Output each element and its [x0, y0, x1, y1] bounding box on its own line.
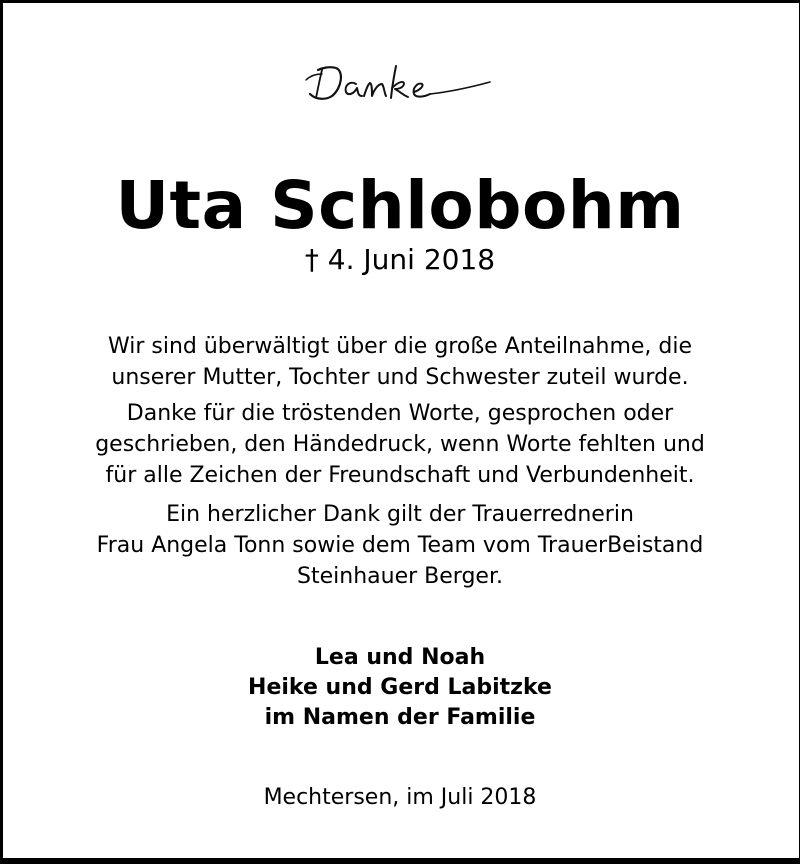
death-date: † 4. Juni 2018: [304, 243, 496, 276]
danke-handwriting-icon: [300, 58, 500, 108]
signature-line: im Namen der Familie: [264, 705, 536, 730]
paragraph-line: für alle Zeichen der Freundschaft und Verbundenheit.: [105, 463, 695, 488]
paragraph-line: Wir sind überwältigt über die große Anteilnahme, die: [107, 334, 693, 359]
paragraph-line: geschrieben, den Händedruck, wenn Worte fehlten und: [95, 432, 705, 457]
family-signatures: [0, 643, 800, 733]
paragraph-line: Danke für die tröstenden Worte, gesprochen oder: [126, 401, 674, 426]
thanks-paragraph-3: [0, 499, 800, 592]
danke-script-heading: [0, 58, 800, 108]
paragraph-line: Ein herzlicher Dank gilt der Trauerrednerin: [166, 502, 634, 527]
place-and-date: Mechtersen, im Juli 2018: [263, 785, 537, 810]
paragraph-line: Frau Angela Tonn sowie dem Team vom TrauerBeistand: [96, 533, 704, 558]
thanks-paragraph-2: [0, 398, 800, 491]
paragraph-line: unserer Mutter, Tochter und Schwester zuteil wurde.: [111, 365, 689, 390]
thanks-paragraph-1: [0, 331, 800, 393]
paragraph-line: Steinhauer Berger.: [297, 564, 503, 589]
deceased-name: Uta Schlobohm: [115, 167, 685, 244]
signature-line: Heike und Gerd Labitzke: [248, 675, 552, 700]
signature-line: Lea und Noah: [314, 645, 486, 670]
